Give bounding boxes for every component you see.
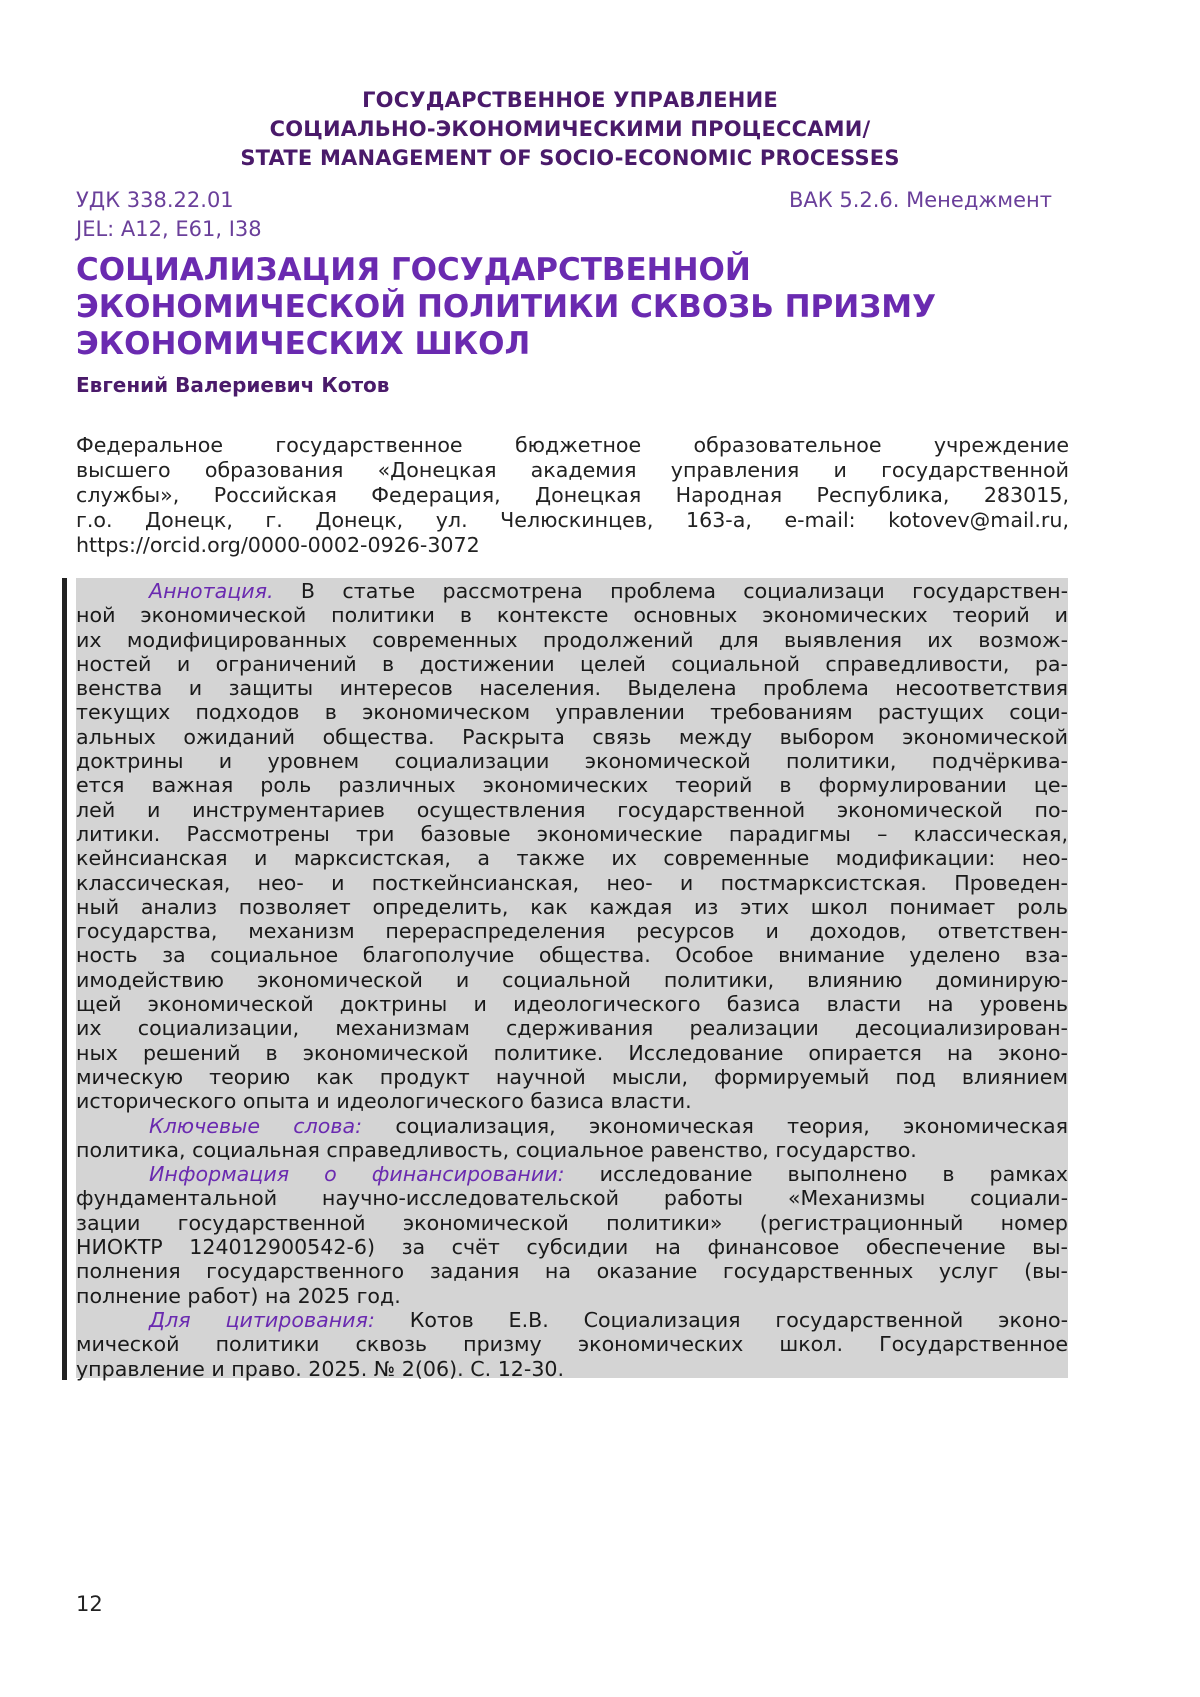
abstract-line: ный анализ позволяет определить, как каждая из этих школ понимает роль: [76, 894, 1068, 919]
keywords-label: Ключевые слова:: [149, 1113, 363, 1138]
title-line: ЭКОНОМИЧЕСКИХ ШКОЛ: [76, 326, 531, 362]
citation-first-line: Для цитирования: Котов Е.В. Социализация государственной эконо-: [149, 1307, 1068, 1332]
abstract-line: их модифицированных современных продолжений для выявления их возмож-: [76, 627, 1068, 652]
abstract-line: текущих подходов в экономическом управлении требованиям растущих соци-: [76, 700, 1068, 725]
affiliation: [76, 433, 1069, 558]
affiliation-line: г.о. Донецк, г. Донецк, ул. Челюскинцев, 163-а, e-mail: kotovev@mail.ru,: [76, 508, 1069, 532]
affiliation-line: службы», Российская Федерация, Донецкая Народная Республика, 283015,: [76, 483, 1069, 507]
jel-code: JEL: A12, E61, I38: [76, 217, 262, 241]
abstract-line: ность за социальное благополучие общества. Особое внимание уделено вза-: [76, 943, 1068, 968]
abstract-line: доктрины и уровнем социализации экономической политики, подчёркива-: [76, 749, 1068, 774]
abstract-line: кейнсианская и марксистская, а также их современные модификации: нео-: [76, 846, 1068, 871]
article-title: [76, 252, 1076, 363]
funding-line: полнение работ) на 2025 год.: [76, 1283, 401, 1308]
abstract-line: государства, механизм перераспределения ресурсов и доходов, ответствен-: [76, 919, 1068, 944]
section-header-line: СОЦИАЛЬНО-ЭКОНОМИЧЕСКИМИ ПРОЦЕССАМИ/: [269, 117, 871, 141]
abstract-label: Аннотация.: [149, 579, 274, 603]
page-number: 12: [76, 1592, 103, 1616]
abstract-line: венства и защиты интересов населения. Выделена проблема несоответствия: [76, 676, 1068, 701]
funding-first-line: Информация о финансировании: исследование выполнено в рамках: [149, 1162, 1068, 1187]
title-line: СОЦИАЛИЗАЦИЯ ГОСУДАРСТВЕННОЙ: [76, 252, 751, 288]
abstract-line: щей экономической доктрины и идеологического базиса власти на уровень: [76, 992, 1068, 1017]
abstract-line: их социализации, механизмам сдерживания реализации десоциализирован-: [76, 1016, 1068, 1041]
classification-codes: [76, 186, 262, 244]
section-header-line: ГОСУДАРСТВЕННОЕ УПРАВЛЕНИЕ: [362, 88, 778, 112]
udk-code: УДК 338.22.01: [76, 188, 234, 212]
abstract-first-line: Аннотация. В статье рассмотрена проблема социализаци государствен-: [149, 579, 1068, 603]
affiliation-line: Федеральное государственное бюджетное образовательное учреждение: [76, 433, 1069, 457]
section-header: [0, 86, 1140, 173]
funding-line: НИОКТР 124012900542-6) за счёт субсидии на финансовое обеспечение вы-: [76, 1235, 1068, 1260]
abstract-line: классическая, нео- и посткейнсианская, нео- и постмарксистская. Проведен-: [76, 870, 1068, 895]
funding-line: фундаментальной научно-исследовательской работы «Механизмы социали-: [76, 1186, 1068, 1211]
citation-line: управление и право. 2025. № 2(06). С. 12-30.: [76, 1356, 565, 1381]
section-header-line: STATE MANAGEMENT OF SOCIO-ECONOMIC PROCESSES: [240, 146, 900, 170]
title-line: ЭКОНОМИЧЕСКОЙ ПОЛИТИКИ СКВОЗЬ ПРИЗМУ: [76, 289, 936, 325]
abstract-block: [76, 579, 1068, 1381]
citation-label: Для цитирования:: [149, 1307, 375, 1332]
citation-line: мической политики сквозь призму экономических школ. Государственное: [76, 1332, 1068, 1357]
abstract-line: литики. Рассмотрены три базовые экономические парадигмы – классическая,: [76, 821, 1068, 846]
keywords-line: политика, социальная справедливость, социальное равенство, государство.: [76, 1137, 917, 1162]
abstract-line: ных решений в экономической политике. Исследование опирается на эконо-: [76, 1040, 1068, 1065]
abstract-line: лей и инструментариев осуществления государственной экономической по-: [76, 797, 1068, 822]
abstract-line: альных ожиданий общества. Раскрыта связь между выбором экономической: [76, 724, 1068, 749]
abstract-line: исторического опыта и идеологического базиса власти.: [76, 1089, 692, 1114]
keywords-first-line: Ключевые слова: социализация, экономическая теория, экономическая: [149, 1113, 1068, 1138]
affiliation-line: высшего образования «Донецкая академия управления и государственной: [76, 458, 1069, 482]
author-name: Евгений Валериевич Котов: [76, 373, 390, 397]
abstract-left-bar: [62, 578, 67, 1380]
abstract-line: мическую теорию как продукт научной мысли, формируемый под влиянием: [76, 1064, 1068, 1089]
vak-code: ВАК 5.2.6. Менеджмент: [789, 188, 1052, 212]
affiliation-line: https://orcid.org/0000-0002-0926-3072: [76, 533, 480, 557]
funding-line: зации государственной экономической политики» (регистрационный номер: [76, 1210, 1068, 1235]
abstract-line: ной экономической политики в контексте основных экономических теорий и: [76, 603, 1068, 628]
funding-label: Информация о финансировании:: [149, 1162, 565, 1187]
abstract-line: ностей и ограничений в достижении целей социальной справедливости, ра-: [76, 651, 1068, 676]
funding-line: полнения государственного задания на оказание государственных услуг (вы-: [76, 1259, 1068, 1284]
abstract-line: имодействию экономической и социальной политики, влиянию доминирую-: [76, 967, 1068, 992]
abstract-line: ется важная роль различных экономических теорий в формулировании це-: [76, 773, 1068, 798]
